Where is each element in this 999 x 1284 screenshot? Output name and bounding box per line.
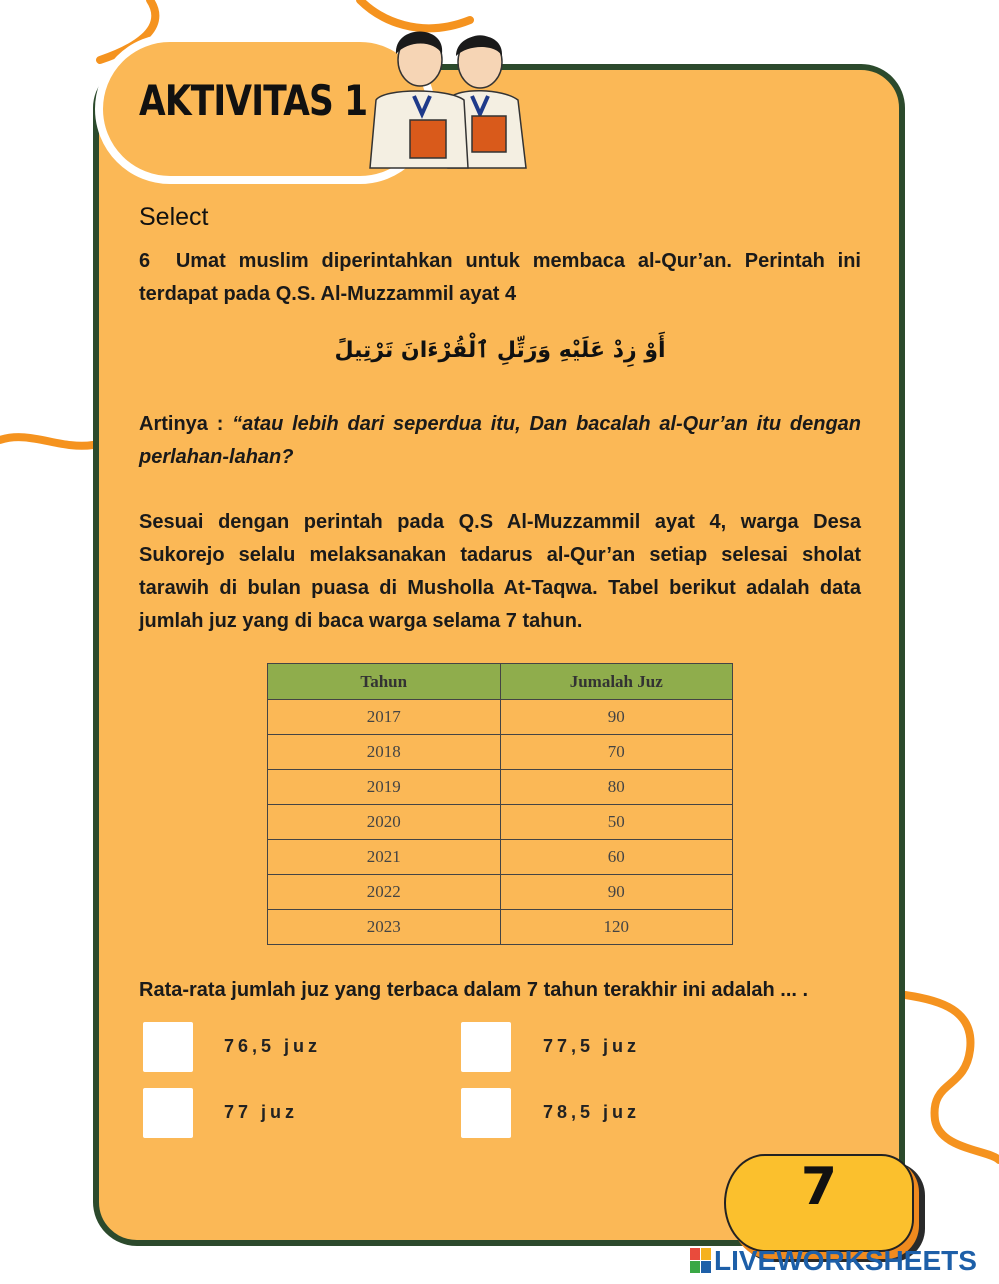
arabic-verse: أَوْ زِدْ عَلَيْهِ وَرَتِّلِ ٱلْقُرْءَانَ تَرْتِيلً <box>334 338 666 363</box>
option-label-b: 77,5 juz <box>543 1036 641 1056</box>
section-label: Select <box>139 203 209 231</box>
verse-meaning <box>139 408 861 474</box>
cell-year: 2022 <box>268 875 501 910</box>
option-checkbox-a[interactable] <box>143 1022 193 1072</box>
table-row <box>268 840 733 875</box>
cell-juz: 120 <box>500 910 733 945</box>
cell-juz: 80 <box>500 770 733 805</box>
table-row <box>268 770 733 805</box>
question-prompt: Rata-rata jumlah juz yang terbaca dalam 7 tahun terakhir ini adalah ... . <box>139 979 809 1001</box>
table-row <box>268 805 733 840</box>
header-tahun: Tahun <box>268 664 501 700</box>
meaning-label: Artinya : <box>139 413 233 435</box>
option-label-c: 77 juz <box>224 1102 299 1122</box>
table-row <box>268 700 733 735</box>
option-checkbox-d[interactable] <box>461 1088 511 1138</box>
option-label-d: 78,5 juz <box>543 1102 641 1122</box>
table-header-row <box>268 664 733 700</box>
cell-juz: 90 <box>500 700 733 735</box>
page-title: AKTIVITAS 1 <box>139 76 368 125</box>
cell-year: 2017 <box>268 700 501 735</box>
table-row <box>268 735 733 770</box>
header-jumlah-juz: Jumalah Juz <box>500 664 733 700</box>
table-row <box>268 910 733 945</box>
question-number: 6 <box>139 250 151 272</box>
cell-juz: 60 <box>500 840 733 875</box>
cell-juz: 70 <box>500 735 733 770</box>
option-checkbox-b[interactable] <box>461 1022 511 1072</box>
table-row <box>268 875 733 910</box>
cell-year: 2018 <box>268 735 501 770</box>
option-label-a: 76,5 juz <box>224 1036 322 1056</box>
question-context: Sesuai dengan perintah pada Q.S Al-Muzzammil ayat 4, warga Desa Sukorejo selalu melaksanakan tadarus al-Qur’an setiap selesai sholat tarawih di bulan puasa di Musholla At-Taqwa. Tabel berikut adalah data jumlah juz yang di baca warga selama 7 tahun. <box>139 511 861 632</box>
liveworksheets-brand: LIVEWORKSHEETS <box>714 1245 977 1276</box>
page-number: 7 <box>724 1154 914 1252</box>
cell-juz: 50 <box>500 805 733 840</box>
question-intro-text: Umat muslim diperintahkan untuk membaca al-Qur’an. Perintah ini terdapat pada Q.S. Al-Muzzammil ayat 4 <box>139 250 861 305</box>
cell-year: 2023 <box>268 910 501 945</box>
option-checkbox-c[interactable] <box>143 1088 193 1138</box>
question-intro <box>139 245 861 311</box>
students-illustration <box>368 18 538 170</box>
cell-year: 2020 <box>268 805 501 840</box>
liveworksheets-icon <box>690 1248 712 1274</box>
meaning-text: “atau lebih dari seperdua itu, Dan bacalah al-Qur’an itu dengan perlahan-lahan? <box>139 413 861 468</box>
cell-year: 2021 <box>268 840 501 875</box>
juz-table <box>267 663 733 945</box>
liveworksheets-logo <box>690 1244 977 1278</box>
cell-juz: 90 <box>500 875 733 910</box>
cell-year: 2019 <box>268 770 501 805</box>
